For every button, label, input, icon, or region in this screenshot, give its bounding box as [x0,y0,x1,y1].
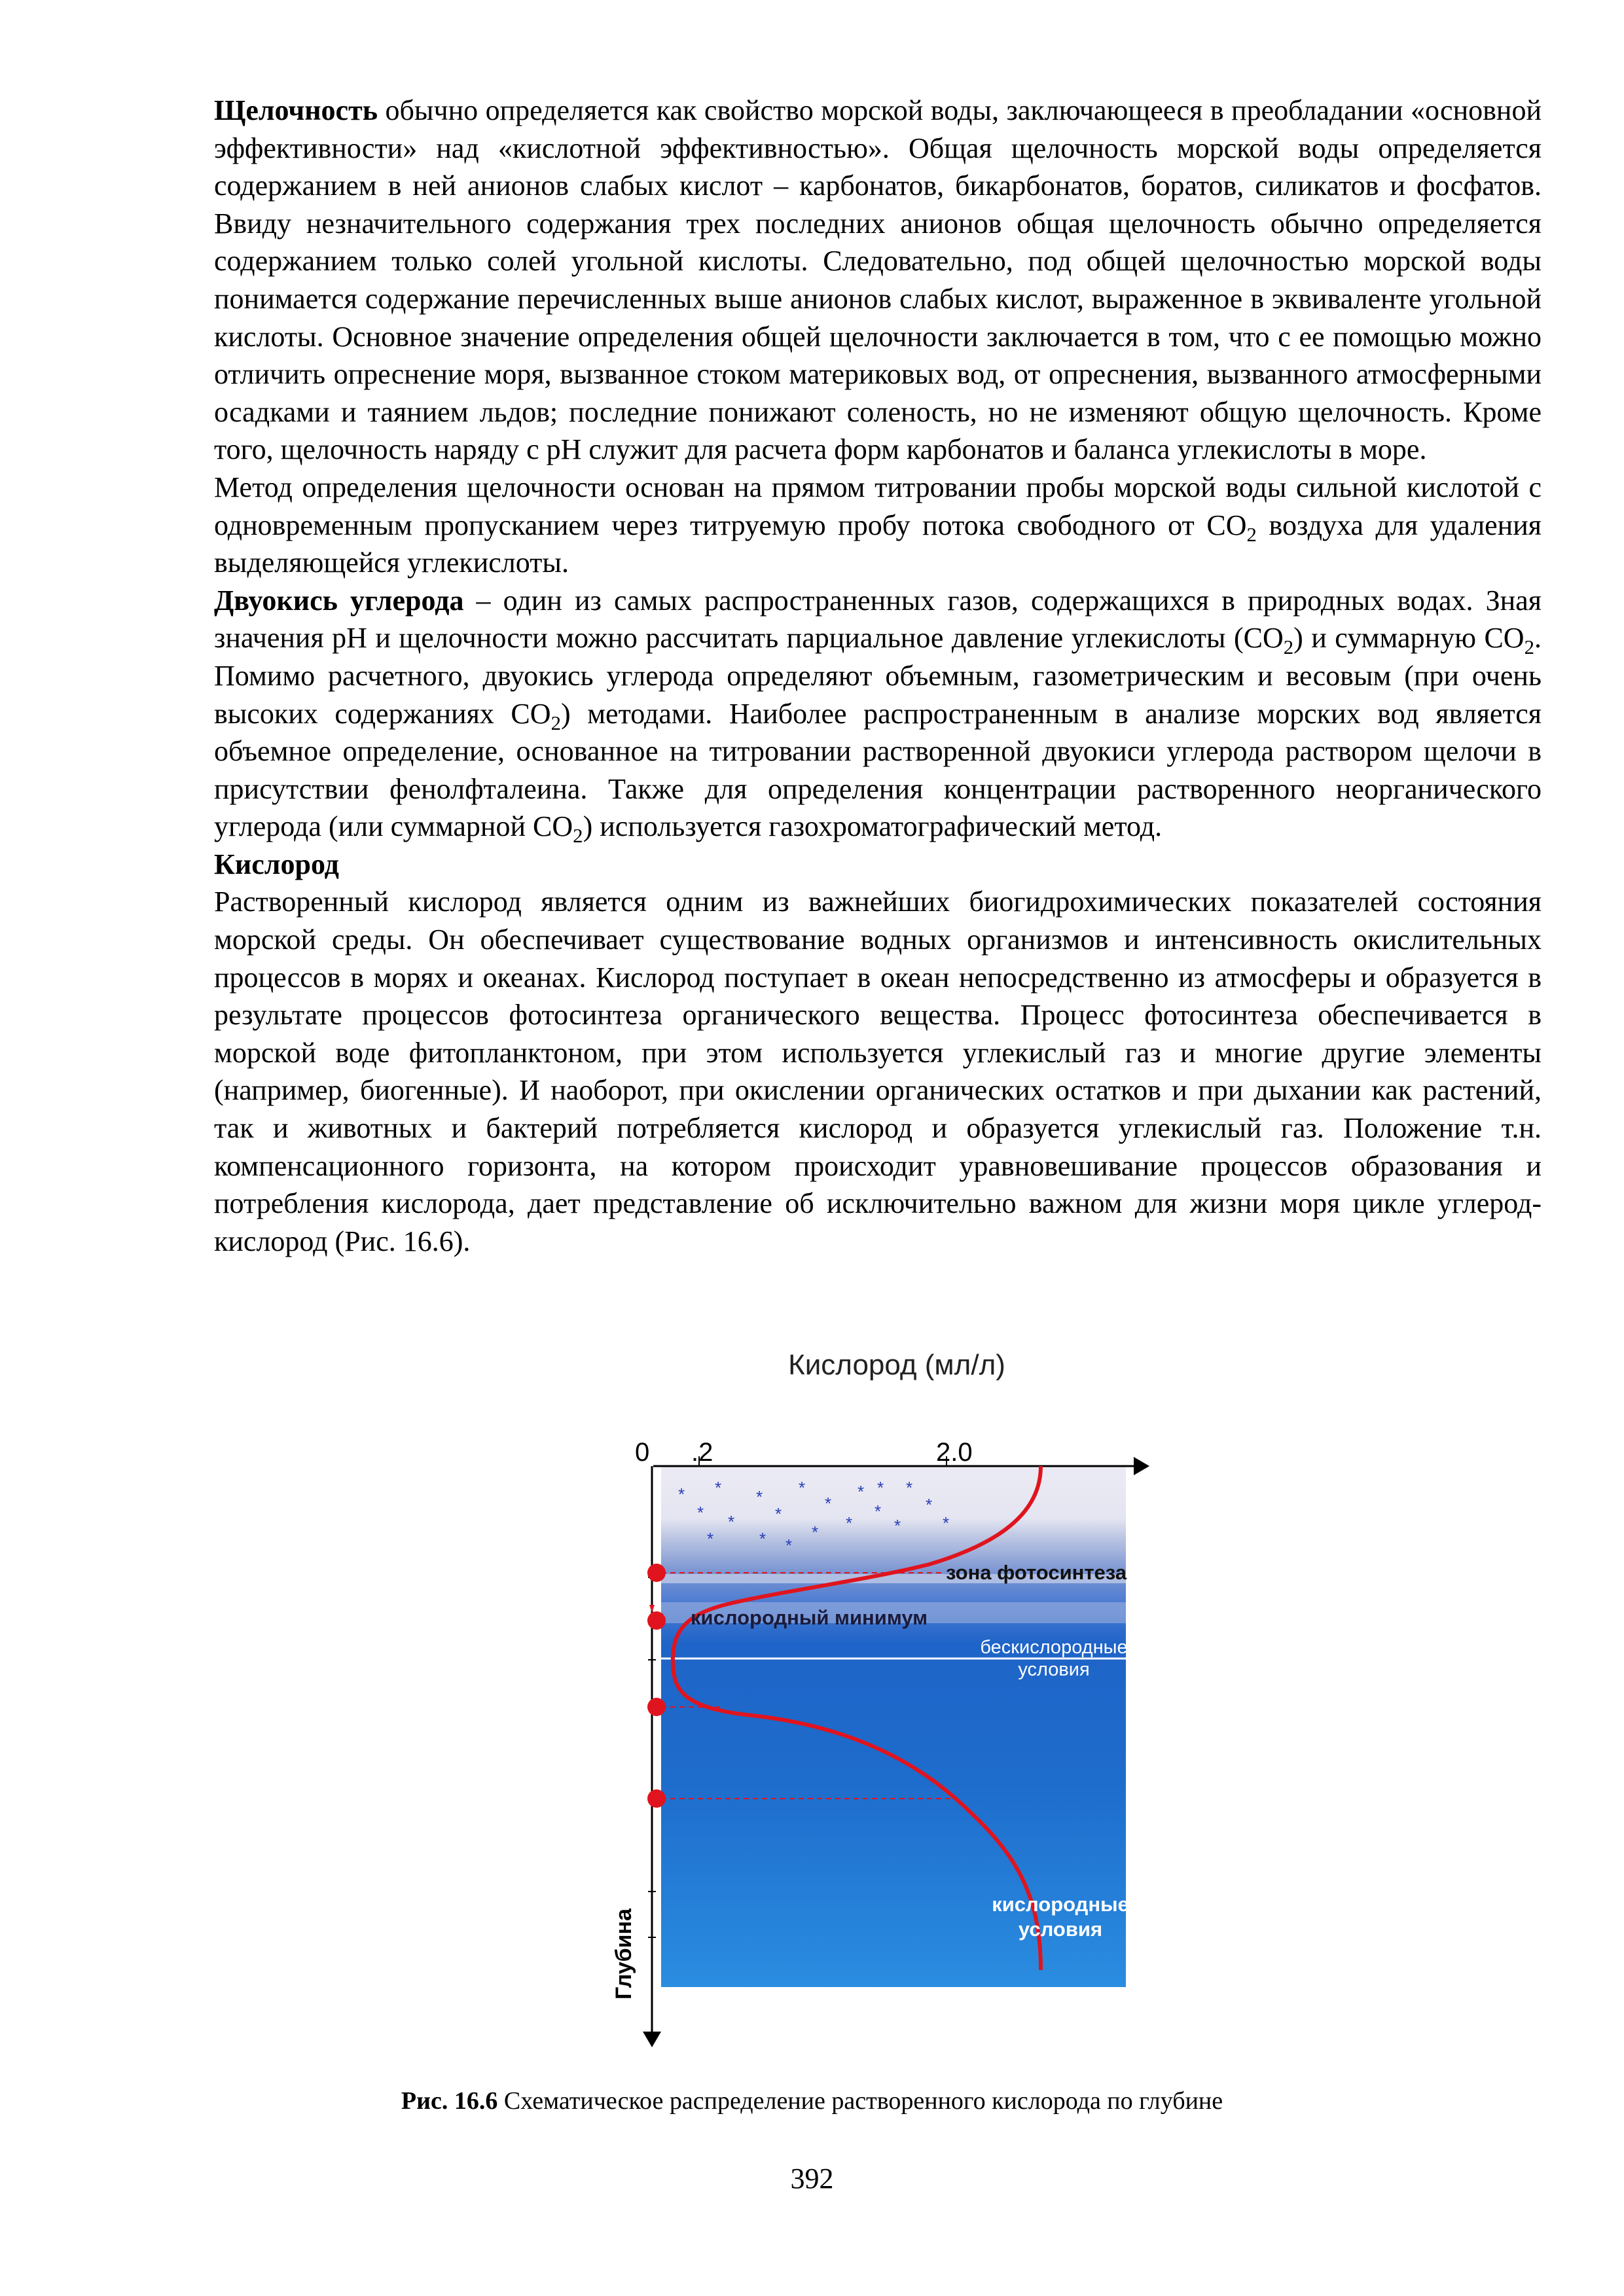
svg-text:*: * [857,1482,865,1501]
term-co2: Двуокись углерода [214,584,464,617]
tick-label-2-0: 2.0 [936,1438,973,1467]
paragraph-co2: Двуокись углерода – один из самых распространенных газов, содержащихся в природных водах. Зная значения pH и щелочности можно рассчитать парциальное давление углекислоты $(CO_2)$ и суммарную $CO_2$. Помимо расчетного, двуокись углерода определяют объемным, газометрическим и весовым (при очень высоких содержаниях $CO_2$) методами. Наиболее распространенным в анализе морских вод является объемное определение, основанное на титровании растворенной двуокиси углерода раствором щелочи в присутствии фенолфталеина. Также для определения концентрации растворенного неорганического углерода (или суммарной $CO_2$) используется газохроматографический метод. [214,584,1542,848]
figure-caption [0,2087,1624,2115]
body-text [214,92,1542,1260]
x-axis-arrow [1134,1457,1149,1475]
label-photosynthesis-zone: зона фотосинтеза [946,1561,1127,1584]
svg-text:*: * [756,1487,763,1507]
svg-text:*: * [728,1512,735,1532]
label-anoxic-1: бескислородные [980,1637,1128,1658]
label-oxygen-minimum: кислородный минимум [691,1606,928,1629]
svg-text:*: * [812,1522,819,1542]
label-anoxic-2: условия [1018,1659,1090,1680]
svg-text:*: * [785,1535,793,1555]
svg-text:*: * [906,1478,913,1498]
svg-text:*: * [825,1494,832,1513]
minimum-arrow [649,1605,655,1613]
marker-minimum [647,1611,666,1630]
marker-oxic [647,1789,666,1808]
svg-text:*: * [707,1529,714,1549]
caption-text: Схематическое распределение растворенного кислорода по глубине [497,2087,1223,2115]
svg-text:*: * [697,1503,704,1522]
paragraph-method: Метод определения щелочности основан на прямом титровании пробы морской воды сильной кислотой с одновременным пропусканием через титруемую пробу потока свободного от $CO_2$ воздуха для удаления выделяющейся углекислоты. [214,471,1542,579]
svg-text:*: * [678,1484,685,1504]
svg-text:*: * [877,1478,884,1498]
marker-photosynthesis [647,1564,666,1582]
tick-label-0: 0 [635,1438,650,1467]
svg-text:*: * [775,1504,782,1524]
svg-text:*: * [943,1513,950,1533]
marker-anoxic [647,1698,666,1716]
svg-text:*: * [926,1495,933,1515]
svg-text:*: * [715,1478,722,1498]
label-oxic-1: кислородные [992,1893,1129,1916]
label-oxic-2: условия [1018,1918,1103,1941]
oxygen-depth-figure [589,1348,1218,2055]
svg-text:*: * [846,1513,853,1533]
svg-text:*: * [875,1501,882,1521]
y-axis-label: Глубина [611,1909,636,2000]
paragraph-oxygen: Растворенный кислород является одним из важнейших биогидрохимических показателей состояния морской среды. Он обеспечивает существование водных организмов и интенсивность окислительных процессов в морях и океанах. Кислород поступает в океан непосредственно из атмосферы и образуется в результате процессов фотосинтеза органического вещества. Процесс фотосинтеза обеспечивается в морской воде фитопланктоном, при этом используется углекислый газ и многие другие элементы (например, биогенные). И наоборот, при окислении органических остатков и при дыхании как растений, так и животных и бактерий потребляется кислород и образуется углекислый газ. Положение т.н. компенсационного горизонта, на котором происходит уравновешивание процессов образования и потребления кислорода, дает представление об исключительно важном для жизни моря цикле углерод-кислород (Рис. 16.6). [214,886,1542,1257]
heading-oxygen: Кислород [214,848,339,880]
caption-label: Рис. 16.6 [401,2087,498,2115]
paragraph-alkalinity: Щелочность обычно определяется как свойство морской воды, заключающееся в преобладании «основной эффективности» над «кислотной эффективностью». Общая щелочность морской воды определяется содержанием в ней анионов слабых кислот – карбонатов, бикарбонатов, боратов, силикатов и фосфатов. Ввиду незначительного содержания трех последних анионов общая щелочность обычно определяется содержанием только солей угольной кислоты. Следовательно, под общей щелочностью морской воды понимается содержание перечисленных выше анионов слабых кислот, выраженное в эквиваленте угольной кислоты. Основное значение определения общей щелочности заключается в том, что с ее помощью можно отличить опреснение моря, вызванное стоком материковых вод, от опреснения, вызванного атмосферными осадками и таянием льдов; последние понижают соленость, но не изменяют общую щелочность. Кроме того, щелочность наряду с pH служит для расчета форм карбонатов и баланса углекислоты в море. [214,94,1542,466]
tick-label-0-2: .2 [691,1438,713,1467]
svg-text:*: * [894,1516,901,1535]
figure-title: Кислород (мл/л) [788,1349,1005,1381]
y-axis-arrow [643,2032,661,2047]
svg-text:*: * [799,1478,806,1498]
page-number: 392 [790,2162,834,2195]
svg-text:*: * [759,1529,767,1549]
term-alkalinity: Щелочность [214,94,378,126]
